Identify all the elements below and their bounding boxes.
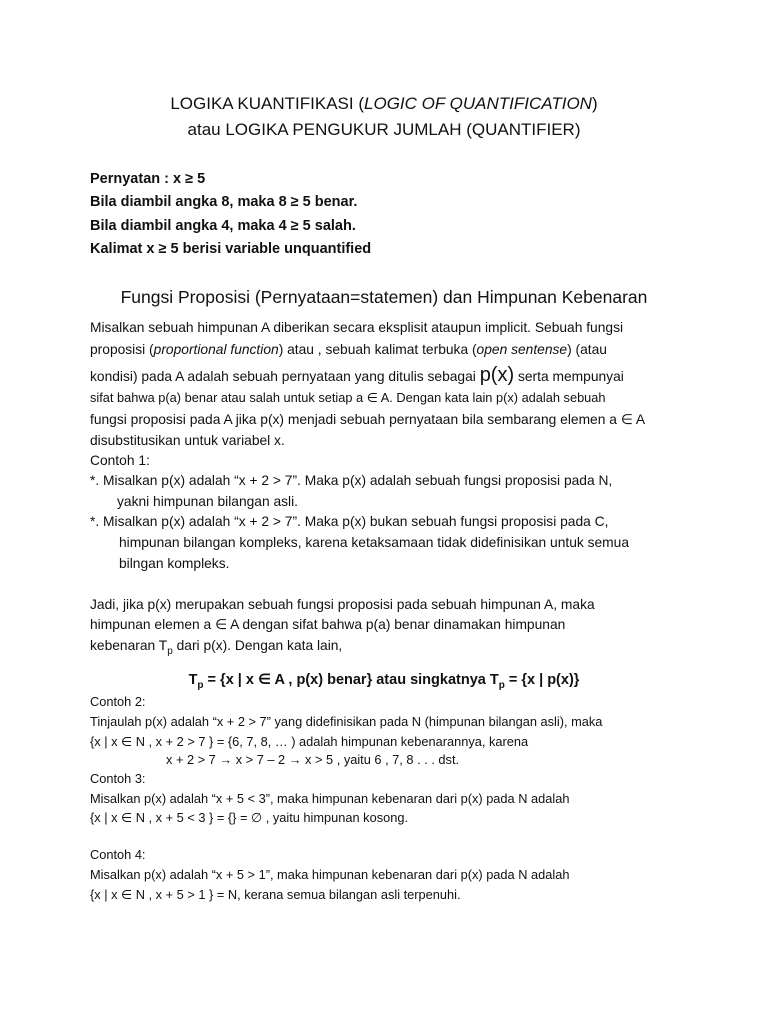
bullet-line: *. Misalkan p(x) adalah “x + 2 > 7”. Maka p(x) adalah sebuah fungsi proposisi pada N, [90, 473, 613, 488]
intro-line: Kalimat x ≥ 5 berisi variable unquantified [90, 241, 372, 257]
section-title: Fungsi Proposisi (Pernyataan=statemen) dan Himpunan Kebenaran [120, 287, 648, 307]
example-line: Tinjaulah p(x) adalah “x + 2 > 7” yang didefinisikan pada N (himpunan bilangan asli), maka [90, 714, 603, 729]
paragraph-line: fungsi proposisi pada A jika p(x) menjadi sebuah pernyataan bila sembarang elemen a ∈ A [90, 412, 646, 427]
page-title: LOGIKA KUANTIFIKASI (LOGIC OF QUANTIFICATION) [170, 94, 598, 113]
paragraph-line: sifat bahwa p(a) benar atau salah untuk setiap a ∈ A. Dengan kata lain p(x) adalah sebuah [90, 390, 606, 405]
example-label: Contoh 2: [90, 694, 146, 709]
paragraph-line: kondisi) pada A adalah sebuah pernyataan yang ditulis sebagai p(x) serta mempunyai [90, 364, 624, 386]
bullet-line: himpunan bilangan kompleks, karena ketaksamaan tidak didefinisikan untuk semua [119, 535, 630, 550]
paragraph-line: proposisi (proportional function) atau , sebuah kalimat terbuka (open sentense) (atau [90, 342, 607, 357]
intro-line: Bila diambil angka 8, maka 8 ≥ 5 benar. [90, 194, 358, 210]
bullet-line: yakni himpunan bilangan asli. [117, 494, 299, 509]
bullet-line: *. Misalkan p(x) adalah “x + 2 > 7”. Maka p(x) bukan sebuah fungsi proposisi pada C, [90, 514, 609, 529]
paragraph-line: Misalkan sebuah himpunan A diberikan secara eksplisit ataupun implicit. Sebuah fungsi [90, 320, 624, 335]
example-line: {x | x ∈ N , x + 5 < 3 } = {} = ∅ , yaitu himpunan kosong. [90, 810, 408, 825]
intro-line: Bila diambil angka 4, maka 4 ≥ 5 salah. [90, 218, 356, 234]
paragraph-line: kebenaran $T_p$ dari p(x). Dengan kata lain, [90, 638, 343, 657]
paragraph-line: Jadi, jika p(x) merupakan sebuah fungsi proposisi pada sebuah himpunan A, maka [90, 597, 595, 612]
example-label: Contoh 3: [90, 771, 146, 786]
example-label: Contoh 4: [90, 847, 146, 862]
truth-set-formula: $T_p = \{x$ | x ∈ A , p(x) benar} atau singkatnya $T_p = \{x$ | p(x)} [188, 672, 580, 691]
example-label: Contoh 1: [90, 453, 150, 468]
intro-line: Pernyatan : x ≥ 5 [90, 171, 206, 187]
example-line: {x | x ∈ N , x + 2 > 7 } = {6, 7, 8, … ) adalah himpunan kebenarannya, karena [90, 734, 529, 749]
example-line: Misalkan p(x) adalah “x + 5 < 3”, maka himpunan kebenaran dari p(x) pada N adalah [90, 791, 570, 806]
paragraph-line: disubstitusikan untuk variabel x. [90, 433, 285, 448]
paragraph-line: himpunan elemen a ∈ A dengan sifat bahwa p(a) benar dinamakan himpunan [90, 617, 566, 632]
page-subtitle: atau LOGIKA PENGUKUR JUMLAH (QUANTIFIER) [187, 120, 581, 139]
example-line: Misalkan p(x) adalah “x + 5 > 1”, maka himpunan kebenaran dari p(x) pada N adalah [90, 867, 570, 882]
px-notation: p(x) [479, 364, 515, 386]
example-line: x + 2 > 7 → x > 7 – 2 → x > 5 , yaitu 6 , 7, 8 . . . dst. [166, 752, 460, 767]
example-line: {x | x ∈ N , x + 5 > 1 } = N, kerana semua bilangan asli terpenuhi. [90, 887, 461, 902]
bullet-line: bilngan kompleks. [119, 556, 230, 571]
